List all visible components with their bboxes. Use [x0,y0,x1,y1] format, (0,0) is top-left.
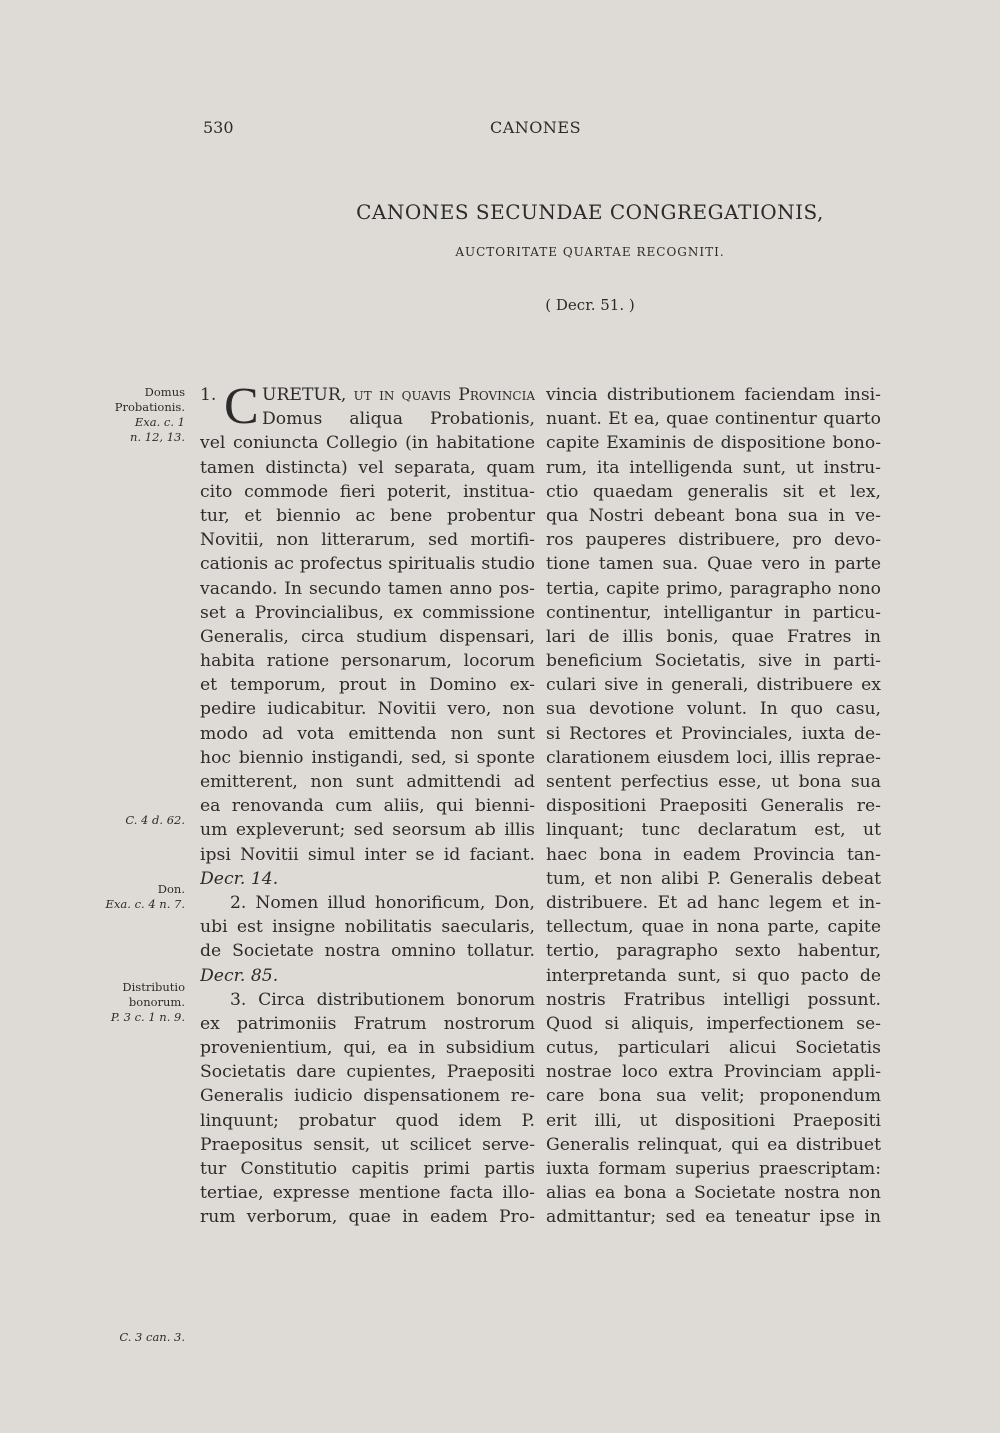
text-line: erit illi, ut dispositioni Praepositi [546,1110,881,1131]
text-line: rum, ita intelligenda sunt, ut instru- [546,457,881,478]
text-line: tamen distincta) vel separata, quam [200,457,535,478]
margin-note-c4 [60,813,185,828]
text-line: linquunt; probatur quod idem P. [200,1110,535,1131]
text-line: Generalis iudicio dispensationem re- [200,1086,535,1107]
text-line: continentur, intelligantur in particu- [546,602,881,623]
text-line: nostrae loco extra Provinciam appli- [546,1062,881,1083]
text-line: et temporum, prout in Domino ex- [200,675,535,696]
text-line: capite Examinis de dispositione bono- [546,433,881,454]
text-line: dispositioni Praepositi Generalis re- [546,796,881,817]
text-line: alias ea bona a Societate nostra non [546,1183,881,1204]
margin-note-line: C. 4 d. 62. [125,813,185,827]
text-line: admittantur; sed ea teneatur ipse in [546,1207,881,1228]
text-line: ros pauperes distribuere, pro devo- [546,530,881,551]
text-line: ea renovanda cum aliis, qui bienni- [200,796,535,817]
text-line: rum verborum, quae in eadem Pro- [200,1207,535,1228]
text-line: ex patrimoniis Fratrum nostrorum [200,1013,535,1034]
section-subtitle: AUCTORITATE QUARTAE RECOGNITI. [455,245,725,259]
text-line: tertia, capite primo, paragrapho nono [546,578,881,599]
margin-note-line: Exa. c. 4 n. 7. [105,897,185,911]
decree-citation: Decr. 85. [200,965,279,986]
right-text-column [546,383,881,1230]
text-line: interpretanda sunt, si quo pacto de [546,965,881,986]
text-line: distribuere. Et ad hanc legem et in- [546,892,881,913]
text-line: culari sive in generali, distribuere ex [546,675,881,696]
text-line: lari de illis bonis, quae Fratres in [546,626,881,647]
text-line: tum, et non alibi P. Generalis debeat [546,868,881,889]
text-line: clarationem eiusdem loci, illis reprae- [546,747,881,768]
margin-note-line: C. 3 can. 3. [119,1330,185,1344]
text-line: Generalis, circa studium dispensari, [200,626,535,647]
text-line: Quod si aliquis, imperfectionem se- [546,1013,881,1034]
text-line: tione tamen sua. Quae vero in parte [546,554,881,575]
text-line: Generalis relinquat, qui ea distribuet [546,1134,881,1155]
text-line: Societatis dare cupientes, Praepositi [200,1062,535,1083]
text-line: linquant; tunc declaratum est, ut [546,820,881,841]
decree-citation: Decr. 14. [200,868,279,889]
text-line: Praepositus sensit, ut scilicet serve- [200,1134,535,1155]
text-line: Novitii, non litterarum, sed mortifi- [200,530,535,551]
text-line: tertiae, expresse mentione facta illo- [200,1183,535,1204]
text-line: haec bona in eadem Provincia tan- [546,844,881,865]
text-line: ctio quaedam generalis sit et lex, [546,481,881,502]
text-line: tur, et biennio ac bene probentur [200,505,535,526]
text-line: vel coniuncta Collegio (in habitatione [200,433,535,454]
text-line: beneficium Societatis, sive in parti- [546,651,881,672]
page-number: 530 [203,118,234,137]
text-line: si Rectores et Provinciales, iuxta de- [546,723,881,744]
margin-note-don [60,882,185,912]
text-line: tellectum, quae in nona parte, capite [546,917,881,938]
margin-note-line: Probationis. [114,400,185,414]
running-title: CANONES [490,118,582,137]
text-line: set a Provincialibus, ex commissione [200,602,535,623]
margin-note-line: Domus [144,385,185,399]
running-head [0,118,1000,142]
text-line: um expleverunt; sed seorsum ab illis [200,820,535,841]
text-line: ipsi Novitii simul inter se id faciant. [200,844,535,865]
text-line: cationis ac profectus spiritualis studio [200,554,535,575]
text-line: Domus aliqua Probationis, [262,409,535,430]
left-text-column [200,378,535,1230]
text-line: de Societate nostra omnino tollatur. [200,941,535,962]
text-line: nostris Fratribus intelligi possunt. [546,989,881,1010]
margin-note-line: n. 12, 13. [130,430,185,444]
text-line: sua devotione volunt. In quo casu, [546,699,881,720]
text-line: nuant. Et ea, quae continentur quarto [546,409,881,430]
margin-note-line: Distributio [122,980,185,994]
text-line: URETUR, ut in quavis Provincia [262,385,535,405]
text-line: habita ratione personarum, locorum [200,651,535,672]
text-line: sentent perfectius esse, ut bona sua [546,772,881,792]
paragraph-number: 1. [200,385,217,405]
text-line: modo ad vota emittenda non sunt [200,723,535,744]
text-line: provenientium, qui, ea in subsidium [200,1038,535,1059]
margin-note-domus [60,385,185,445]
text-line: emitterent, non sunt admittendi ad [200,772,535,792]
text-line: hoc biennio instigandi, sed, si sponte [200,747,535,768]
text-line: tur Constitutio capitis primi partis [200,1159,535,1179]
text-line: care bona sua velit; proponendum [546,1086,881,1107]
text-line: 3. Circa distributionem bonorum [230,989,535,1010]
text-line: 2. Nomen illud honorificum, Don, [230,892,535,913]
text-line: iuxta formam superius praescriptam: [546,1159,881,1179]
text-line: vincia distributionem faciendam insi- [546,385,881,405]
text-line: tertio, paragrapho sexto habentur, [546,941,881,962]
margin-note-line: Exa. c. 1 [134,415,185,429]
drop-cap: C [224,378,259,435]
margin-note-c3 [60,1330,185,1345]
margin-note-line: bonorum. [128,995,185,1009]
text-line: ubi est insigne nobilitatis saecularis, [200,917,535,938]
section-title: CANONES SECUNDAE CONGREGATIONIS, [356,200,824,224]
margin-note-distributio [60,980,185,1025]
margin-note-line: P. 3 c. 1 n. 9. [110,1010,185,1024]
decree-reference: ( Decr. 51. ) [545,296,635,314]
text-line: qua Nostri debeant bona sua in ve- [546,505,881,526]
text-line: cutus, particulari alicui Societatis [546,1038,881,1059]
margin-note-line: Don. [157,882,185,896]
text-line: vacando. In secundo tamen anno pos- [200,578,535,599]
text-line: cito commode fieri poterit, institua- [200,481,535,502]
text-line: pedire iudicabitur. Novitii vero, non [200,699,535,720]
